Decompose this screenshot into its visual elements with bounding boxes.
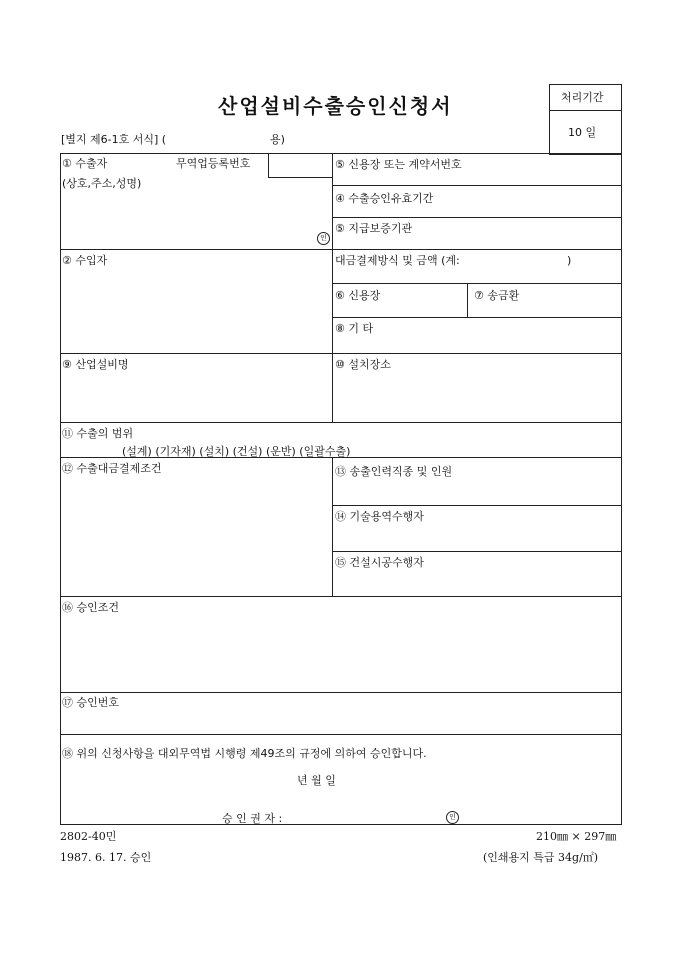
- exporter-sub-label: (상호,주소,성명): [62, 177, 142, 190]
- plant-name-label: ⑨ 산업설비명: [62, 358, 129, 371]
- tech-service-label: ⑭ 기술용역수행자: [335, 510, 424, 523]
- approval-date: 년 월 일: [297, 774, 336, 787]
- exporter-label: ① 수출자: [62, 157, 108, 170]
- approval-number-label: ⑰ 승인번호: [62, 696, 120, 709]
- form-code: 2802-40민: [60, 830, 117, 843]
- approver-label: 승 인 권 자 :: [222, 812, 283, 825]
- form-use: 용): [270, 133, 285, 146]
- export-validity-label: ④ 수출승인유효기간: [335, 192, 434, 205]
- form-title: 산업설비수출승인신청서: [218, 94, 453, 118]
- other-label: ⑧ 기 타: [335, 322, 374, 335]
- paper-size: 210㎜ × 297㎜: [536, 830, 617, 843]
- approval-date-footer: 1987. 6. 17. 승인: [60, 851, 152, 864]
- form-reference: [별지 제6-1호 서식] (: [61, 133, 167, 146]
- lc-label: ⑥ 신용장: [335, 289, 381, 302]
- processing-period-value: 10 일: [568, 126, 597, 139]
- lc-contract-label: ⑤ 신용장 또는 계약서번호: [335, 158, 462, 171]
- export-scope-items: (설계) (기자재) (설치) (건설) (운반) (일괄수출): [122, 445, 351, 458]
- guarantee-agency-label: ⑤ 지급보증기관: [335, 222, 413, 235]
- importer-label: ② 수입자: [62, 254, 108, 267]
- approver-seal-mark: 인: [446, 811, 459, 824]
- construction-label: ⑮ 건설시공수행자: [335, 556, 424, 569]
- processing-period-label: 처리기간: [561, 91, 604, 104]
- installation-site-label: ⑩ 설치장소: [335, 358, 391, 371]
- export-scope-label: ⑪ 수출의 범위: [62, 427, 134, 440]
- approval-statement: ⑱ 위의 신청사항을 대외무역법 시행령 제49조의 규정에 의하여 승인합니다.: [62, 747, 427, 760]
- manpower-label: ⑬ 송출인력직종 및 인원: [335, 465, 453, 478]
- approval-conditions-label: ⑯ 승인조건: [62, 601, 120, 614]
- trade-registration-label: 무역업등록번호: [176, 157, 251, 170]
- remittance-label: ⑦ 송금환: [474, 289, 520, 302]
- payment-terms-label: ⑫ 수출대금결제조건: [62, 462, 162, 475]
- payment-method-close: ): [567, 254, 572, 267]
- payment-method-label: 대금결제방식 및 금액 (계:: [335, 254, 460, 267]
- paper-spec: (인쇄용지 특급 34g/㎡): [483, 851, 599, 864]
- exporter-seal-mark: 인: [317, 232, 330, 245]
